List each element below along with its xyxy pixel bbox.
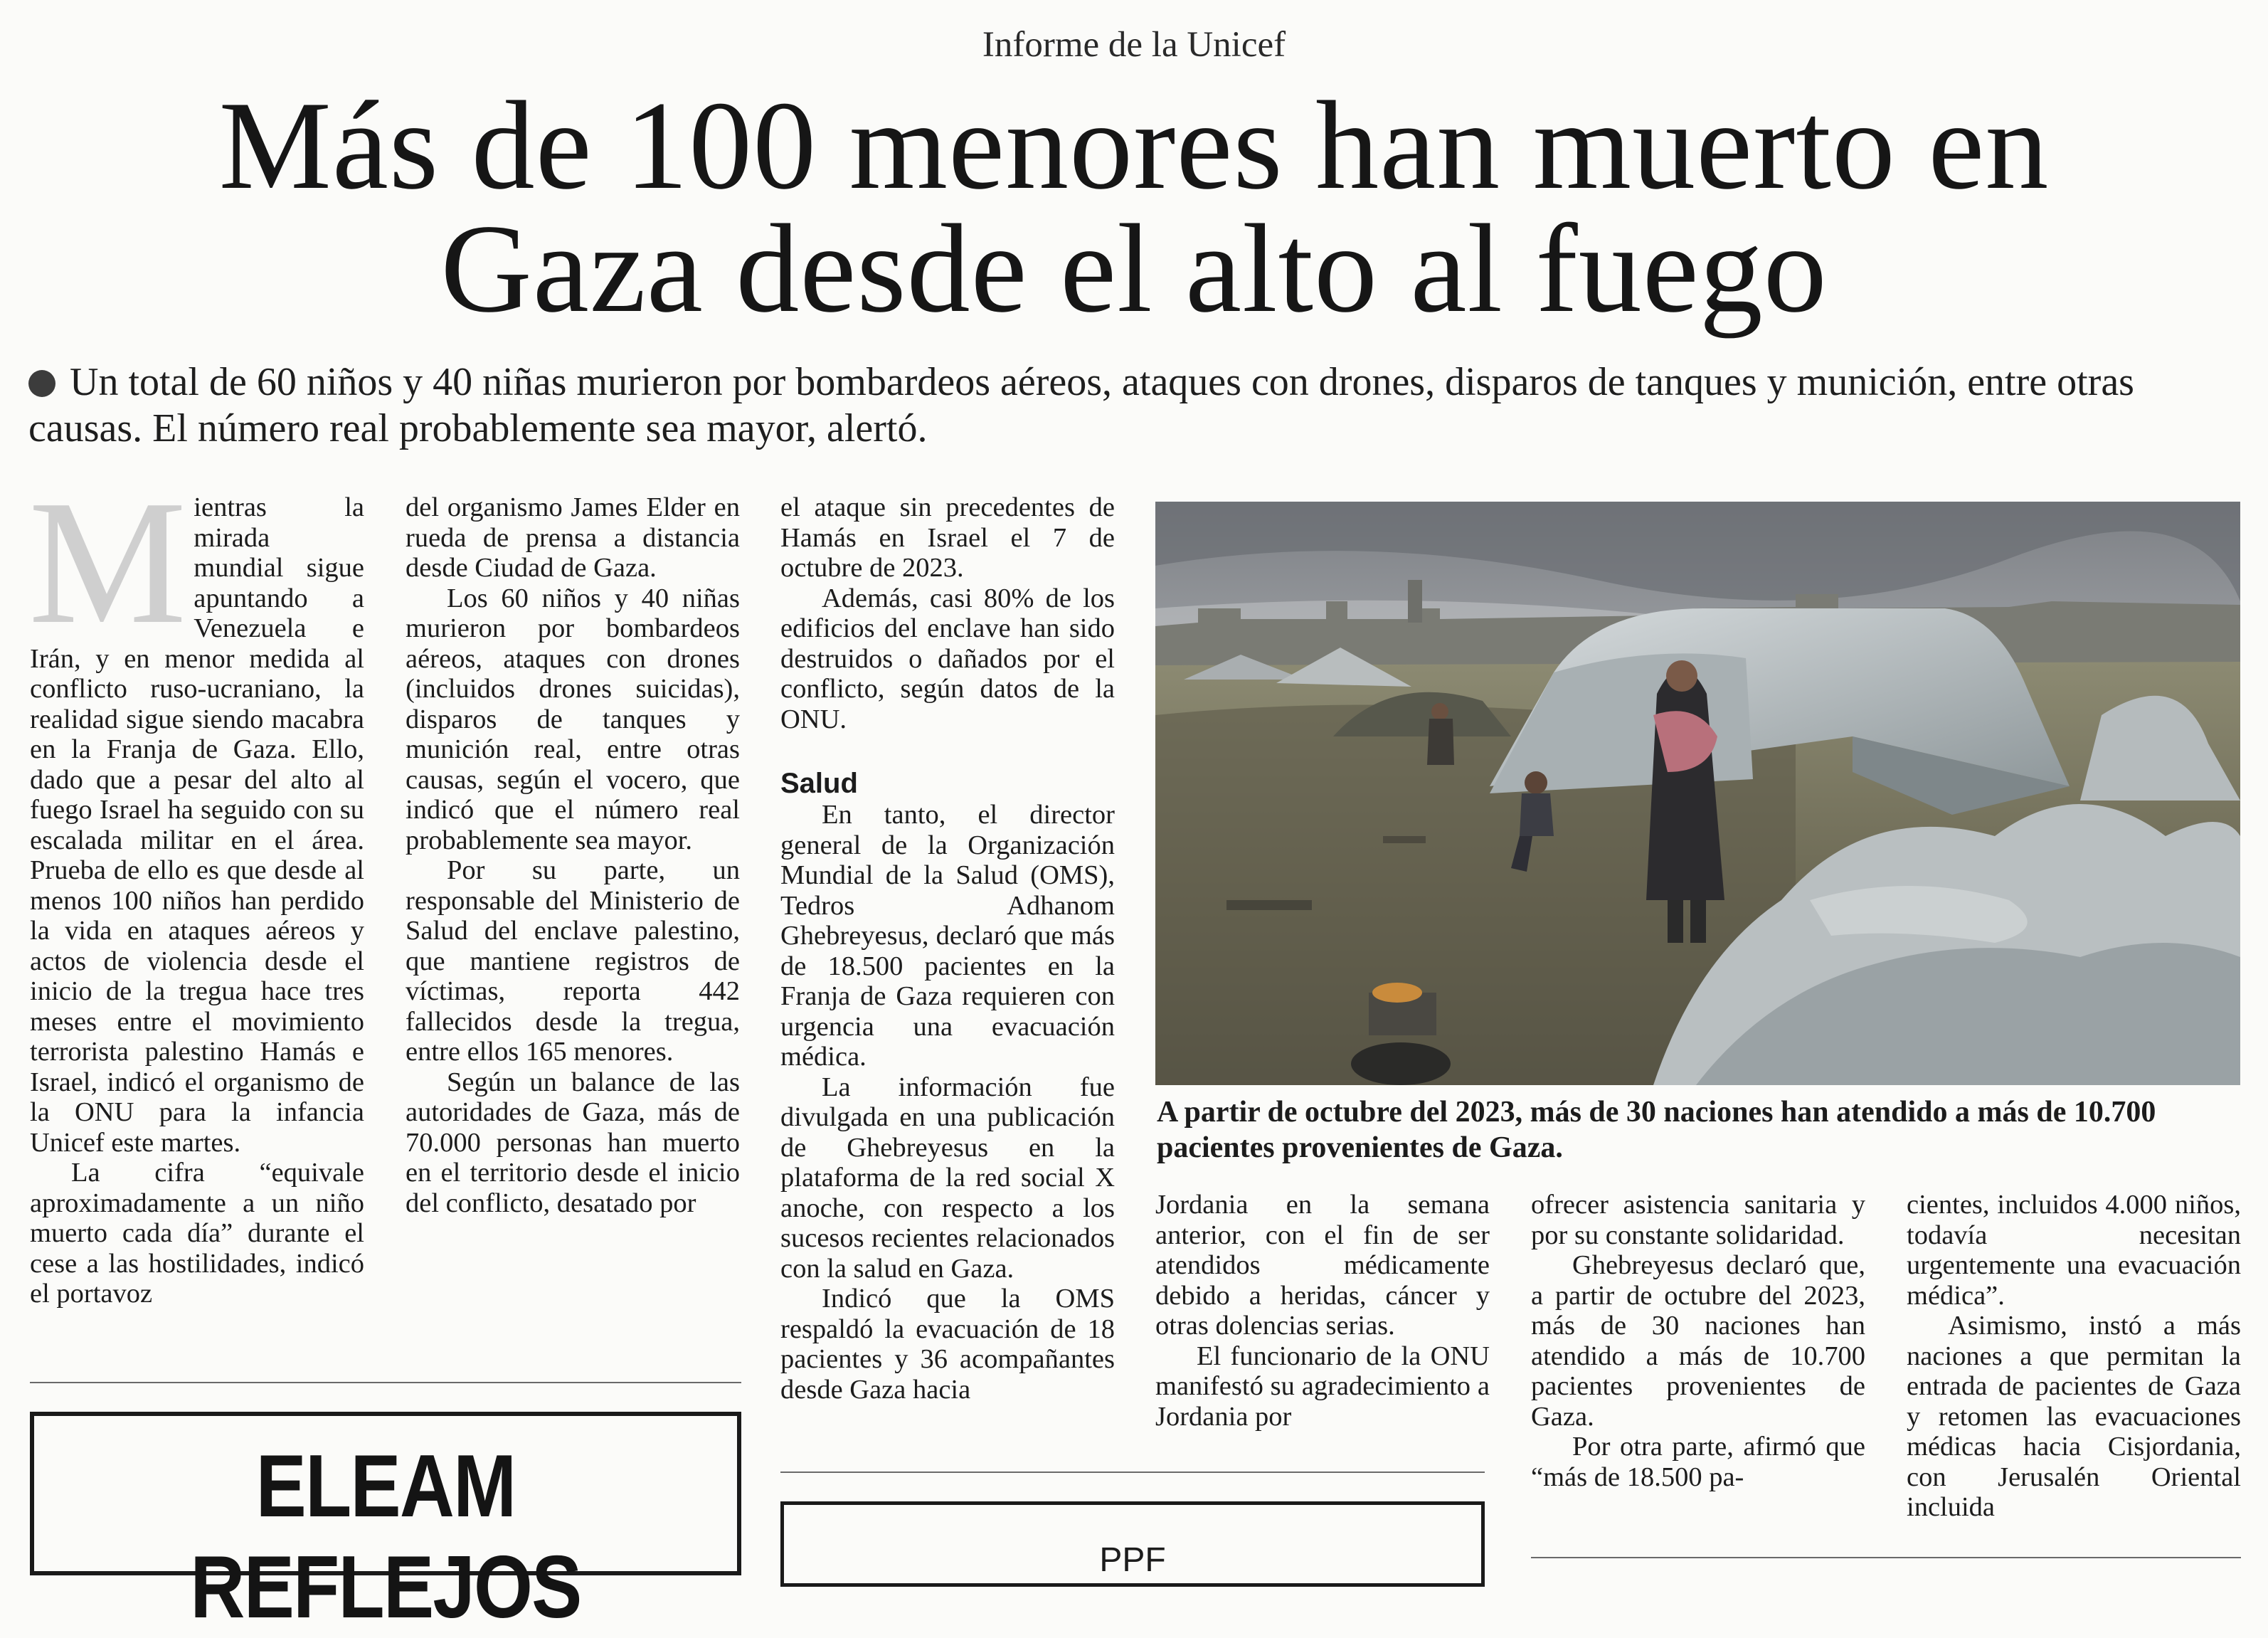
tent-camp-photo xyxy=(1155,502,2240,1085)
paragraph: En tanto, el director general de la Organización Mundial de la Salud (OMS), Tedros Adhanom Ghebreyesus, declaró que más de 18.500 pacientes en la Franja de Gaza requieren con urgencia una evacuación médica. xyxy=(780,800,1115,1072)
paragraph: Jordania en la semana anterior, con el fin de ser atendidos médicamente debido a heridas, cáncer y otras dolencias serias. xyxy=(1155,1190,1490,1341)
news-photo xyxy=(1155,502,2240,1085)
paragraph: Además, casi 80% de los edificios del enclave han sido destruidos o dañados por el conflicto, según datos de la ONU. xyxy=(780,583,1115,734)
body-column-6 xyxy=(1907,1190,2241,1523)
body-column-5 xyxy=(1531,1190,1865,1492)
paragraph: Por otra parte, afirmó que “más de 18.500 pa- xyxy=(1531,1432,1865,1492)
divider xyxy=(30,1382,741,1383)
paragraph: Ghebreyesus declaró que, a partir de octubre del 2023, más de 30 naciones han atendido a más de 10.700 pacientes provenientes de Gaza. xyxy=(1531,1250,1865,1432)
headline xyxy=(85,75,2183,339)
bullet-icon xyxy=(28,370,55,397)
divider xyxy=(1531,1557,2241,1558)
paragraph-text: ientras la mirada mundial sigue apuntando a Venezuela e Irán, y en menor medida al conflicto ruso-ucraniano, la realidad sigue siendo macabra en la Franja de Gaza. Ello, dado que a pesar del alto al fuego Israel ha seguido con su escalada militar en el área. Prueba de ello es que desde al menos 100 niños han perdido la vida en ataques aéreos y actos de violencia desde el inicio de la tregua hace tres meses entre el movimiento terrorista palestino Hamás e Israel, indicó el organismo de la ONU para la infancia Unicef este martes. xyxy=(30,492,364,1158)
divider xyxy=(780,1471,1485,1473)
paragraph: Por su parte, un responsable del Ministerio de Salud del enclave palestino, que mantiene registros de víctimas, reporta 442 fallecidos desde la tregua, entre ellos 165 menores. xyxy=(406,855,740,1067)
deck xyxy=(28,359,2241,452)
paragraph: el ataque sin precedentes de Hamás en Israel el 7 de octubre de 2023. xyxy=(780,492,1115,583)
ad-title: PPF xyxy=(1099,1541,1166,1579)
ad-title: ELEAM REFLEJOS xyxy=(190,1437,581,1637)
headline-line-2: Gaza desde el alto al fuego xyxy=(440,198,1828,339)
paragraph: Indicó que la OMS respaldó la evacuación de 18 pacientes y 36 acompañantes desde Gaza hacia xyxy=(780,1284,1115,1405)
paragraph: La cifra “equivale aproximadamente a un niño muerto cada día” durante el cese a las hostilidades, indicó el portavoz xyxy=(30,1158,364,1309)
photo-caption: A partir de octubre del 2023, más de 30 naciones han atendido a más de 10.700 pacientes provenientes de Gaza. xyxy=(1157,1096,2156,1164)
body-column-1 xyxy=(28,464,364,1309)
deck-text: Un total de 60 niños y 40 niñas murieron por bombardeos aéreos, ataques con drones, disparos de tanques y munición, entre otras causas. El número real probablemente sea mayor, alertó. xyxy=(28,360,2134,450)
paragraph: cientes, incluidos 4.000 niños, todavía necesitan urgentemente una evacuación médica”. xyxy=(1907,1190,2241,1311)
paragraph xyxy=(28,464,364,1158)
paragraph: Según un balance de las autoridades de Gaza, más de 70.000 personas han muerto en el territorio desde el inicio del conflicto, desatado por xyxy=(406,1067,740,1218)
ad-box-eleam xyxy=(30,1412,741,1637)
kicker: Informe de la Unicef xyxy=(982,25,1286,65)
drop-cap: M xyxy=(28,464,187,661)
body-column-3 xyxy=(780,492,1115,1405)
paragraph: ofrecer asistencia sanitaria y por su constante solidaridad. xyxy=(1531,1190,1865,1250)
paragraph: Asimismo, instó a más naciones a que permitan la entrada de pacientes de Gaza y retomen las evacuaciones médicas hacia Cisjordania, con Jerusalén Oriental incluida xyxy=(1907,1311,2241,1522)
paragraph: El funcionario de la ONU manifestó su agradecimiento a Jordania por xyxy=(1155,1341,1490,1432)
body-column-2 xyxy=(406,492,740,1218)
paragraph: del organismo James Elder en rueda de prensa a distancia desde Ciudad de Gaza. xyxy=(406,492,740,583)
headline-line-1: Más de 100 menores han muerto en xyxy=(218,75,2050,216)
subhead: Salud xyxy=(780,768,858,799)
body-column-4 xyxy=(1155,1190,1490,1432)
ad-box-ppf xyxy=(780,1501,1485,1587)
paragraph: La información fue divulgada en una publicación de Ghebreyesus en la plataforma de la red social X anoche, con respecto a los sucesos recientes relacionados con la salud en Gaza. xyxy=(780,1072,1115,1284)
paragraph: Los 60 niños y 40 niñas murieron por bombardeos aéreos, ataques con drones (incluidos drones suicidas), disparos de tanques y munición real, entre otras causas, según el vocero, que indicó que el número real probablemente sea mayor. xyxy=(406,583,740,855)
